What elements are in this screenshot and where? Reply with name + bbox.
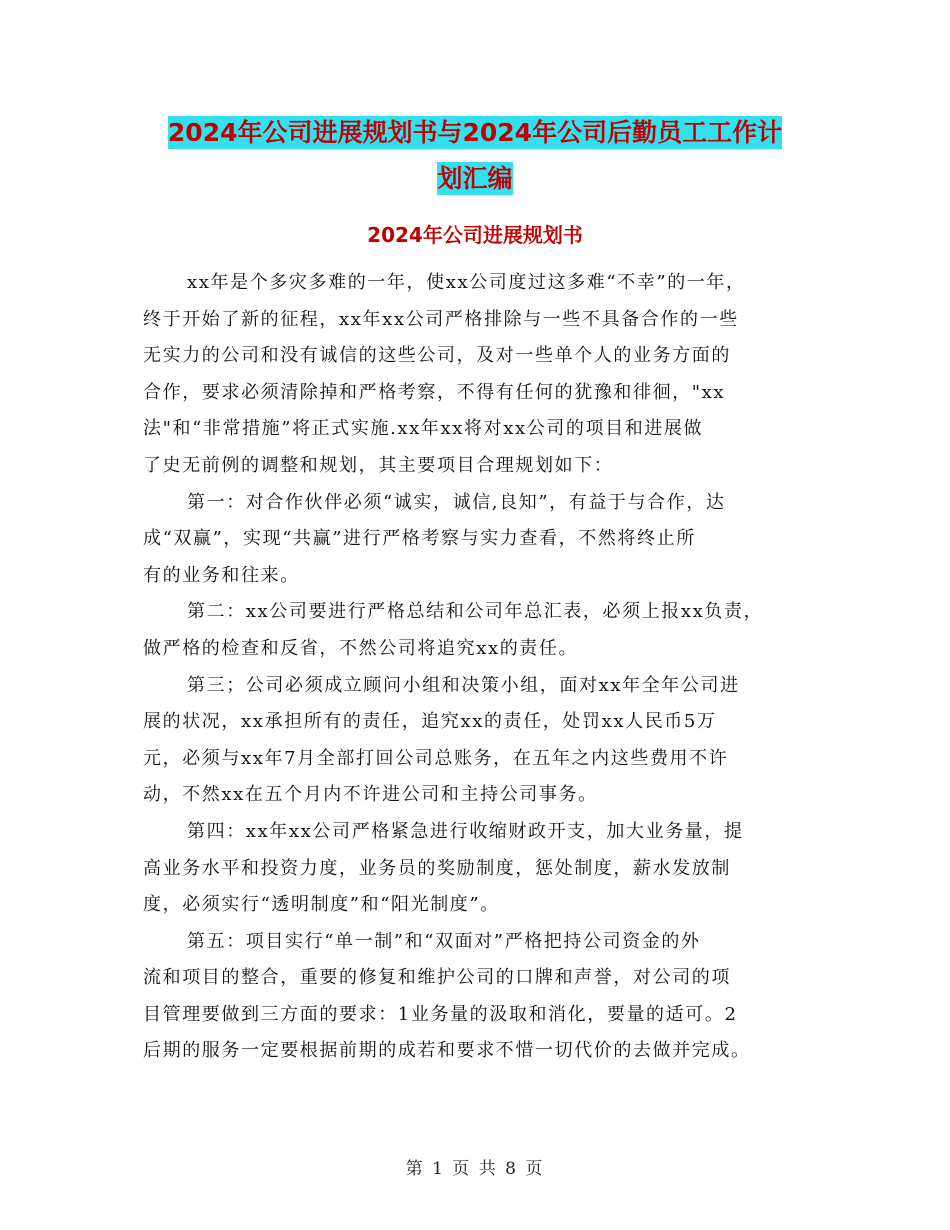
paragraph-intro: [143, 265, 815, 485]
text-line: 第三；公司必须成立顾问小组和决策小组，面对xx年全年公司进: [187, 674, 740, 696]
text-line: 第四：xx年xx公司严格紧急进行收缩财政开支，加大业务量，提: [187, 820, 744, 842]
text-line: 有的业务和往来。: [143, 564, 300, 586]
text-line: 法"和“非常措施”将正式实施.xx年xx将对xx公司的项目和进展做: [143, 418, 704, 440]
text-line: 第一：对合作伙伴必须“诚实，诚信,良知”，有益于与合作，达: [187, 491, 726, 513]
paragraph-item-3: [143, 668, 815, 814]
text-line: 高业务水平和投资力度，业务员的奖励制度，惩处制度，薪水发放制: [143, 857, 731, 879]
document-title-line-1: 2024年公司进展规划书与2024年公司后勤员工工作计: [167, 118, 783, 147]
text-line: 成“双赢”，实现“共赢”进行严格考察与实力查看，不然将终止所: [143, 528, 696, 550]
document-body: [143, 265, 815, 1070]
paragraph-item-5: [143, 924, 815, 1070]
text-line: 做严格的检查和反省，不然公司将追究xx的责任。: [143, 637, 579, 659]
text-line: 合作，要求必须清除掉和严格考察，不得有任何的犹豫和徘徊，"xx: [143, 381, 726, 403]
paragraph-item-2: [143, 594, 815, 667]
text-line: xx年是个多灾多难的一年，使xx公司度过这多难“不幸”的一年，: [187, 272, 746, 293]
page-footer: 第 1 页 共 8 页: [405, 1159, 545, 1179]
document-title-line-2: 划汇编: [437, 164, 513, 193]
text-line: 第五：项目实行“单一制”和“双面对”严格把持公司资金的外: [187, 930, 701, 952]
text-line: 目管理要做到三方面的要求：1业务量的汲取和消化，要量的适可。2: [143, 1003, 738, 1025]
paragraph-item-1: [143, 485, 815, 595]
text-line: 第二：xx公司要进行严格总结和公司年总汇表，必须上报xx负责，: [187, 601, 764, 623]
text-line: 流和项目的整合，重要的修复和维护公司的口牌和声誉，对公司的项: [143, 967, 731, 989]
document-title: [140, 110, 810, 202]
paragraph-item-4: [143, 814, 815, 924]
section-title: 2024年公司进展规划书: [367, 223, 583, 247]
text-line: 无实力的公司和没有诚信的这些公司，及对一些单个人的业务方面的: [143, 345, 731, 367]
text-line: 元，必须与xx年7月全部打回公司总账务，在五年之内这些费用不许: [143, 747, 729, 769]
text-line: 后期的服务一定要根据前期的成若和要求不惜一切代价的去做并完成。: [143, 1040, 751, 1062]
text-line: 了史无前例的调整和规划，其主要项目合理规划如下：: [143, 454, 614, 476]
text-line: 终于开始了新的征程，xx年xx公司严格排除与一些不具备合作的一些: [143, 308, 739, 330]
text-line: 动，不然xx在五个月内不许进公司和主持公司事务。: [143, 784, 598, 806]
text-line: 展的状况，xx承担所有的责任，追究xx的责任，处罚xx人民币5万: [143, 711, 717, 733]
text-line: 度，必须实行“透明制度”和“阳光制度”。: [143, 894, 500, 916]
